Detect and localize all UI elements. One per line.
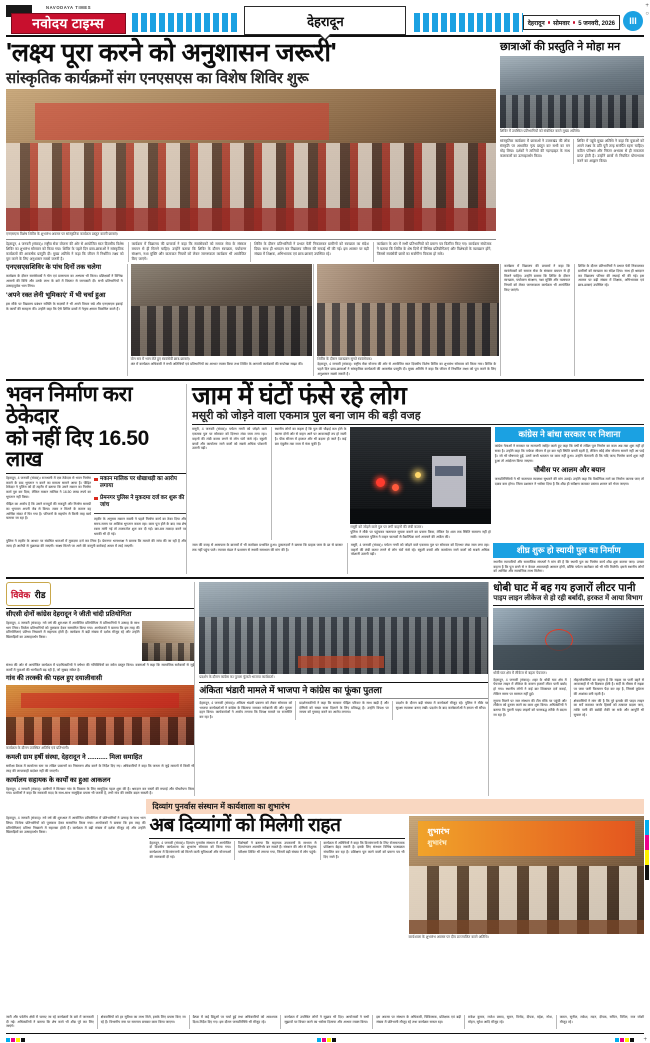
ankita-body-2: प्रदर्शनकारियों ने कहा कि सरकार पीड़ित परिवार के साथ खड़ी है और दोषियों को सख्त सजा दिलाने के लिए प्रतिबद्ध है। उन्होंने विपक्ष पर जनता को गुमराह करने का आरोप लगाया। bbox=[299, 700, 389, 715]
ankita-body-3: प्रदर्शन के दौरान बड़ी संख्या में कार्यकर्ता मौजूद रहे। पुलिस ने मौके पर सुरक्षा व्यवस्था बनाए रखी। प्रदर्शन के बाद कार्यकर्ताओं ने ज्ञापन भी सौंपा। bbox=[395, 700, 489, 710]
divyang-main bbox=[149, 816, 644, 940]
dateline-date: 5 जनवरी, 2026 bbox=[578, 20, 616, 27]
mid-left-headline-1: भवन निर्माण करा ठेकेदार bbox=[6, 383, 133, 428]
lead-body-6: शिविर में पहुंचे मुख्य अतिथि ने कहा कि युवाओं को अपने लक्ष्य के प्रति पूरी तरह समर्पित रहना चाहिए। कठिन परिश्रम और निरंतर अभ्यास से ही सफलता प्राप्त होती है। उन्होंने छात्रों से नियमित योगाभ्यास करने का आह्वान किया। bbox=[577, 138, 644, 163]
vichar-item5-head: कार्यालय सहायक के कार्यों का हुआ आकलन bbox=[6, 776, 111, 784]
footer-col-2: क्षेत्रवासियों को हर सुविधा का लाभ मिले, इसके लिए प्रयास किए जा रहे हैं। विभागीय स्तर पर समन्वय बनाकर काम किया जाएगा। bbox=[100, 1014, 186, 1024]
logo-text: नवोदय टाइम्स bbox=[32, 15, 105, 31]
lead-body-4: कार्यक्रम के अंत में सभी प्रतिभागियों को प्रमाण पत्र वितरित किए गए। कार्यक्रम संयोजक ने बताया कि शिविर के शेष दिनों में विभिन्न प्रतियोगिताएं और विशेषज्ञों के व्याख्यान होंगे, जिससे स्वयंसेवी छात्रों का सर्वांगीण विकास हो सके। bbox=[376, 242, 492, 257]
decorative-bars-right bbox=[414, 13, 522, 32]
lead-hero-photo bbox=[6, 89, 496, 231]
dhobi-headline: धोबी घाट में बह गय हजारों लीटर पानी bbox=[493, 581, 636, 594]
vichar-label-red: विवेक bbox=[11, 589, 31, 600]
city-name: देहरादून bbox=[307, 13, 344, 29]
side-box-body-1: कांग्रेस नेताओं ने सरकार पर नाराजगी जाहिर करते हुए कहा कि वर्षों से लंबित पुल निर्माण का काम अब तक शुरू नहीं हो सका है। उन्होंने कहा कि पर्यटक सीजन में हर बार यही स्थिति बनती रहती है, लेकिन कोई ठोस योजना सामने नहीं आ पाई है। जो भी घोषणाएं हुईं, उनमें कभी धरातल पर काम नहीं हुआ। उन्होंने चेतावनी दी कि यदि जल्द निर्माण कार्य शुरू नहीं हुआ तो आंदोलन किया जाएगा। bbox=[494, 444, 644, 463]
divyang-section bbox=[0, 796, 650, 940]
lead-subhead: सांस्कृतिक कार्यक्रमों संग एनएसएस का विशेष शिविर शुरू bbox=[6, 69, 309, 87]
vichar-item3-head: कमली ग्राम हर्षी संस्था, देहरादून ने ........... मिला समाहित bbox=[6, 754, 143, 762]
side-box-body-2: जनप्रतिनिधियों ने भी यातायात व्यवस्था सुधारने की मांग उठाई। उन्होंने कहा कि वैकल्पिक मार्ग का निर्माण कराया जाए तो दबाव कम होगा। जिला प्रशासन ने भरोसा दिया है कि शीघ्र ही सर्वेक्षण कराकर प्रस्ताव शासन को भेजा जाएगा। bbox=[494, 477, 644, 486]
lead-left-column bbox=[6, 39, 496, 262]
vichar-item1-head: सीएसी दोनों कांग्रेस देहरादून ने जीती चांदी प्रतियोगिता bbox=[6, 610, 132, 618]
vichar-label-black: रीड bbox=[34, 589, 46, 600]
lead-body-9: अंत में कार्यक्रम अधिकारी ने सभी अतिथियों एवं प्रतिभागियों का आभार व्यक्त किया तथा शिविर के आगामी कार्यक्रमों की रूपरेखा साझा की। bbox=[130, 362, 303, 367]
vichar-read-box[interactable] bbox=[6, 582, 51, 606]
decorative-bars-left bbox=[132, 13, 240, 32]
ankita-body-1: देहरादून, 4 जनवरी (संवाद)। अंकिता भंडारी प्रकरण को लेकर सोमवार को भाजपा कार्यकर्ताओं ने कांग्रेस के खिलाफ जमकर नारेबाजी की और पुतला दहन किया। कार्यकर्ताओं ने आरोप लगाया कि विपक्ष मामले पर राजनीति कर रहा है। bbox=[199, 700, 293, 720]
lower-center bbox=[194, 582, 488, 796]
divyang-left-filler: देहरादून, 4 जनवरी (संवाद)। नये वर्ष की शुरुआत में आयोजित प्रतियोगिता में प्रतिभागियों ने उत्साह के साथ भाग लिया। विजेता प्रतिभागियों को पुरस्कार देकर सम्मानित किया गया। आयोजकों ने बताया कि इस तरह की प्रतियोगिताएं प्रतिभा निखारने में सहायक होती हैं। कार्यक्रम में बड़ी संख्या में दर्शक मौजूद रहे और उन्होंने खिलाड़ियों का उत्साहवर्धन किया। bbox=[6, 816, 146, 835]
divyang-body-3: कार्यक्रम में अतिथियों ने कहा कि दिव्यांगजनों के लिए रोजगारपरक प्रशिक्षण बेहद जरूरी है। इसके लिए संस्थान विभिन्न पाठ्यक्रम संचालित कर रहा है। प्रशिक्षण पूरा करने वालों को प्रमाण पत्र भी दिए जाते हैं। bbox=[323, 840, 405, 859]
mid-left-body-3: पीड़ित का आरोप है कि उसने मजदूरों की मजदूरी और निर्माण सामग्री का भुगतान अपनी जेब से किया। रकम न मिलने के कारण वह आर्थिक संकट में घिर गया है। परिजनों के सहयोग से किसी तरह खर्च चलाया जा रहा है। bbox=[6, 502, 92, 521]
footer-col-3: बैठक में कई बिंदुओं पर चर्चा हुई तथा अधिकारियों को आवश्यक दिशा-निर्देश दिए गए। इस दौरान जनप्रतिनिधि भी मौजूद रहे। bbox=[192, 1014, 278, 1024]
registration-marks-icon: + ○ bbox=[645, 3, 649, 17]
dhobi-body-3: सूचना मिलने पर जल संस्थान की टीम मौके पर पहुंची और लीकेज को दुरुस्त करने का काम शुरू किया। अधिकारियों ने बताया कि पुरानी पाइप लाइनों को चरणबद्ध तरीके से बदला जा रहा है। bbox=[493, 698, 567, 717]
lead-col-narrow-1: कार्यक्रम में विद्यालय की प्राचार्या ने कहा कि स्वयंसेवकों को समाज सेवा के संस्कार बचपन से ही मिलने चाहिए। उन्होंने बताया कि शिविर के दौरान स्वच्छता, पर्यावरण संरक्षण, नशा मुक्ति और यातायात नियमों को लेकर जागरूकता कार्यक्रम भी आयोजित किए जाएंगे। bbox=[500, 264, 570, 376]
footer-text-row bbox=[6, 1015, 644, 1029]
dateline bbox=[523, 15, 620, 30]
divyang-body-2: विशेषज्ञों ने बताया कि सहायक उपकरणों के माध्यम से दिव्यांगजन आत्मनिर्भर बन सकते हैं। संस्थान की ओर से निशुल्क परीक्षण शिविर भी लगाया गया, जिसमें बड़ी संख्या में लोग पहुंचे। bbox=[238, 840, 317, 855]
divyang-kicker: दिव्यांग पुनर्वास संस्थान में कार्यशाला का शुभारंभ bbox=[146, 799, 644, 814]
logo-superscript: NAVODAYA TIMES bbox=[46, 5, 92, 10]
newspaper-logo[interactable] bbox=[6, 5, 128, 33]
traffic-photo-caption: मसूरी को जोड़ने वाले पुल पर लगी वाहनों की लंबी कतार। bbox=[350, 525, 423, 530]
dhobi-photo-caption: धोबी घाट क्षेत्र में लीकेज से बहता पेयजल। bbox=[493, 670, 547, 675]
side-box-title-3: शीघ्र शुरू हो स्थायी पुल का निर्माण bbox=[493, 543, 644, 558]
footer-col-5: इस अवसर पर संस्थान के अधिकारी, चिकित्सक, प्रशिक्षक एवं बड़ी संख्या में प्रतिभागी मौजूद रहे तथा कार्यक्रम सफल रहा। bbox=[376, 1014, 461, 1024]
dhobi-subhead: पाइप लाइन लीकेज से हो रही बर्बादी, हरकत में आया विभाग bbox=[493, 594, 643, 602]
lead-right-headline: छात्राओं की प्रस्तुति ने मोहा मन bbox=[500, 41, 621, 53]
dhobi-photo bbox=[493, 608, 644, 670]
bullet-item: प्रेमनगर पुलिस ने मुकदमा दर्ज कर शुरू की जांच bbox=[94, 495, 186, 510]
side-box-3 bbox=[493, 543, 644, 574]
lead-text-col-3 bbox=[250, 242, 369, 262]
mid-left-body-4: पुलिस ने तहरीर के आधार पर संबंधित धाराओं में मुकदमा दर्ज कर लिया है। प्रेमनगर थानाध्यक्ष ने बताया कि मामले की जांच की जा रही है और जल्द ही आरोपी से पूछताछ की जाएगी। साक्ष्य मिलने पर आगे की कानूनी कार्रवाई अमल में लाई जाएगी। bbox=[6, 539, 187, 548]
mid-left-bullets bbox=[94, 476, 186, 510]
lead-story bbox=[0, 37, 650, 262]
vichar-item2-head: गांव की तरक्की की पहल हुए दयालीवासी bbox=[6, 675, 103, 683]
lead-photo-mid-1: योग सत्र में भाग लेते हुए स्वयंसेवी छात्र-छात्राएं। अंत में कार्यक्रम अधिकारी ने सभी अतिथियों एवं प्रतिभागियों का आभार व्यक्त किया तथा शिविर के आगामी कार्यक्रमों की रूपरेखा साझा की। bbox=[127, 264, 310, 376]
dateline-day: सोमवार bbox=[553, 20, 570, 27]
divyang-headline: अब दिव्यांगों को मिलेगी राहत bbox=[149, 815, 341, 837]
lead-kicker-1: एनएसएसशिविर के पांच दिनों तक चलेगा bbox=[6, 264, 102, 272]
lead-right-column bbox=[496, 39, 644, 262]
lead-body-5: सांस्कृतिक कार्यक्रम में छात्राओं ने उत्तराखंड की लोक संस्कृति पर आधारित नृत्य प्रस्तुत कर सभी का मन मोह लिया। दर्शकों ने तालियों की गड़गड़ाहट के साथ कलाकारों का उत्साहवर्धन किया। bbox=[500, 138, 570, 158]
lead-body-2: कार्यक्रम में विद्यालय की प्राचार्या ने कहा कि स्वयंसेवकों को समाज सेवा के संस्कार बचपन से ही मिलने चाहिए। उन्होंने बताया कि शिविर के दौरान स्वच्छता, पर्यावरण संरक्षण, नशा मुक्ति और यातायात नियमों को लेकर जागरूकता कार्यक्रम भी आयोजित किए जाएंगे। bbox=[131, 242, 247, 262]
lead-text-col-4 bbox=[373, 242, 492, 262]
registration-mark-bottom-icon: + bbox=[643, 1037, 647, 1043]
mid-right-story: जाम में घंटों फंसे रहे लोग मसूरी को जोड़ने वाला एकमात्र पुल बना जाम की बड़ी वजह मसूरी, 4 जनवरी (संवाद)। पर्यटन नगरी को जोड़ने वाले एकमात्र पुल पर सोमवार को दिनभर लंबा जाम लगा रहा। वाहनों की लंबी कतार लगने से लोग घंटों फंसे रहे। स्कूली बच्चों और कार्यालय जाने वालों को सबसे अधिक परेशानी उठानी पड़ी। स्थानीय लोगों का कहना है कि पुल की चौड़ाई कम होने के कारण दोनों ओर से वाहन आने पर आवाजाही ठप हो जाती है। पीक सीजन में हालात और भी बदतर हो जाते हैं। कई बार एंबुलेंस तक जाम में फंस चुकी हैं। मसूरी को जोड़ने वाले पुल पर लगी वाहनों की लंबी कतार। पुलिस ने मौके पर पहुंचकर यातायात सुचारु कराने का प्रयास किया, लेकिन देर शाम तक स्थिति सामान्य नहीं हो सकी। यातायात पुलिस ने वाहन चालकों से वैकल्पिक मार्ग अपनाने की अपील की। कांग्रेस ने बांधा सरकार पर निशाना कांग्रेस नेताओं ने सरकार पर नाराजगी जाहिर करते हुए कहा कि वर्षों से लंबित पुल निर्माण का काम अब तक शुरू नहीं हो सका है। उन्होंने कहा कि पर्यटक सीजन में हर बार यही स्थिति बनती रहती है, लेकिन कोई ठोस योजना सामने नहीं आ पाई है। जो भी घोषणाएं हुईं, उनमें कभी धरातल पर काम नहीं हुआ। उन्होंने चेतावनी दी कि यदि जल्द निर्माण कार्य शुरू नहीं हुआ तो आंदोलन किया जाएगा। चौबीस पर आलम और बयान जनप्रतिनिधियों ने भी यातायात व्यवस्था सुधारने की मांग उठाई। उन्होंने कहा कि वैकल्पिक मार्ग का निर्माण कराया जाए तो दबाव कम होगा। जिला प्रशासन ने भरोसा दिया है कि शीघ्र ही सर्वेक्षण कराकर प्रस्ताव शासन को भेजा जाएगा। जाम की वजह से आसपास के बाजारों में भी कारोबार प्रभावित हुआ। दुकानदारों ने बताया कि ग्राहक जाम के डर से बाजार तक नहीं पहुंच पाते। व्यापार मंडल ने प्रशासन से स्थायी समाधान की मांग की है। मसूरी, 4 जनवरी (संवाद)। पर्यटन नगरी को जोड़ने वाले एकमात्र पुल पर सोमवार को दिनभर लंबा जाम लगा रहा। वाहनों की लंबी कतार लगने से लोग घंटों फंसे रहे। स्कूली बच्चों और कार्यालय जाने वालों को सबसे अधिक परेशानी उठानी पड़ी। शीघ्र शुरू हो स्थायी पुल का निर्माण स्थानीय व्यापारियों और सामाजिक संगठनों ने मांग की है कि स्थायी पुल का निर्माण कार्य शीघ्र शुरू कराया जाए। उनका कहना है कि पुल बनने से न केवल आवाजाही आसान होगी, बल्कि पर्यटन कारोबार को भी गति मिलेगी। इससे स्थानीय लोगों को आर्थिक और सामाजिक लाभ मिलेगा। bbox=[186, 384, 644, 574]
lead-headline: 'लक्ष्य पूरा करने को अनुशासन जरूरी' bbox=[6, 39, 337, 67]
dot-separator-icon bbox=[573, 21, 576, 24]
lead-body-7: कार्यक्रम के दौरान स्वयंसेवकों ने योग एवं प्राणायाम का अभ्यास भी किया। प्रशिक्षकों ने विभिन्न आसनों की विधि और उनके लाभ के बारे में विस्तार से जानकारी दी। सभी प्रतिभागियों ने उत्साहपूर्वक भाग लिया। bbox=[6, 274, 123, 288]
lead-body-8: इस मौके पर विद्यालय प्रबंधन समिति के सदस्यों ने भी अपने विचार रखे और एनएसएस इकाई के कार्यों की सराहना की। उन्होंने कहा कि ऐसे शिविर छात्रों में नेतृत्व क्षमता विकसित करते हैं। bbox=[6, 302, 123, 312]
dhobi-body-1: देहरादून, 4 जनवरी (संवाद)। शहर के धोबी घाट क्षेत्र में पेयजल लाइन में लीकेज के कारण हजारों लीटर पानी बर्बाद हो गया। स्थानीय लोगों ने कई बार शिकायत दर्ज कराई, लेकिन समय पर मरम्मत नहीं हुई। bbox=[493, 677, 567, 696]
side-boxes-column bbox=[495, 427, 644, 539]
footer-col-1: जारी और पर्वतीय क्षेत्रों में चलाए जा रहे कार्यक्रमों के बारे में जानकारी दी गई। अधिकारियों ने बताया कि शेष कार्य भी शीघ्र पूरे कर लिए जाएंगे। bbox=[6, 1014, 94, 1029]
mid-right-body-1: मसूरी, 4 जनवरी (संवाद)। पर्यटन नगरी को जोड़ने वाले एकमात्र पुल पर सोमवार को दिनभर लंबा जाम लगा रहा। वाहनों की लंबी कतार लगने से लोग घंटों फंसे रहे। स्कूली बच्चों और कार्यालय जाने वालों को सबसे अधिक परेशानी उठानी पड़ी। bbox=[192, 427, 267, 451]
ankita-headline: अंकिता भंडारी मामले में भाजपा ने कांग्रेस का फूंका पुतला bbox=[199, 684, 382, 695]
color-calibration-strip bbox=[645, 820, 649, 880]
footer-col-7: कमल, सुनील, राकेश, मदन, दीपक, सचिन, विपिन, राज जोशी मौजूद रहे। bbox=[559, 1014, 644, 1024]
mid-left-body-2: तहरीर के अनुसार मकान स्वामी ने पहले निर्माण कार्य का ठेका दिया और समय-समय पर आंशिक भुगतान करता रहा। काम पूरा होने के बाद जब शेष रकम मांगी गई तो टालमटोल शुरू कर दी गई। बार-बार तकादा करने पर धमकी भी दी गई। bbox=[94, 517, 187, 536]
dhobi-body-2: मोहल्लेवासियों का कहना है कि सड़क पर पानी बहने से आवाजाही में भी दिक्कत होती है। सर्दी के मौसम में सड़क पर जमा पानी फिसलन पैदा कर रहा है, जिससे दुर्घटना की आशंका बनी रहती है। bbox=[573, 677, 645, 696]
side-box-title-1: कांग्रेस ने बांधा सरकार पर निशाना bbox=[495, 427, 644, 442]
vichar-rail: विवेक रीड सीएसी दोनों कांग्रेस देहरादून ने जीती चांदी प्रतियोगिता देहरादून, 4 जनवरी (संवाद)। नये वर्ष की शुरुआत में आयोजित प्रतियोगिता में प्रतिभागियों ने उत्साह के साथ भाग लिया। विजेता प्रतिभागियों को पुरस्कार देकर सम्मानित किया गया। आयोजकों ने बताया कि इस तरह की प्रतियोगिताएं प्रतिभा निखारने में सहायक होती हैं। कार्यक्रम में बड़ी संख्या में दर्शक मौजूद रहे और उन्होंने खिलाड़ियों का उत्साहवर्धन किया। संस्था की ओर से आयोजित कार्यक्रम में पदाधिकारियों ने वर्षभर की गतिविधियों का ब्योरा प्रस्तुत किया। वक्ताओं ने कहा कि सामाजिक सरोकारों से जुड़े कार्यों में युवाओं की भागीदारी बढ़ रही है, जो सुखद संकेत है। गांव की तरक्की की पहल हुए दयालीवासी कार्यक्रम के दौरान उपस्थित अतिथि एवं प्रतिभागी। कमली ग्राम हर्षी संस्था, देहरादून ने ........... मिला समाहित समीक्षा बैठक में कार्यालय स्तर पर लंबित प्रकरणों का निस्तारण शीघ्र करने के निर्देश दिए गए। अधिकारियों ने कहा कि जनता से जुड़े मामलों में किसी भी तरह की लापरवाही बर्दाश्त नहीं की जाएगी। कार्यालय सहायक के कार्यों का हुआ आकलन देहरादून, 4 जनवरी (संवाद)। ग्रामीणों ने मिलकर गांव के विकास के लिए सामूहिक पहल शुरू की है। श्रमदान कर रास्तों की सफाई और पौधरोपण किया गया। ग्रामीणों ने कहा कि सरकारी मदद के साथ-साथ सामूहिक प्रयास भी जरूरी है, तभी गांव की तस्वीर बदल सकती है। bbox=[6, 582, 194, 796]
masthead bbox=[0, 0, 650, 34]
mid-right-headline: जाम में घंटों फंसे रहे लोग bbox=[192, 382, 407, 411]
mid-section bbox=[0, 381, 650, 574]
logo-plate bbox=[11, 13, 126, 34]
cmyk-bar-center bbox=[317, 1038, 336, 1042]
mid-left-headline-2: को नहीं दिए 16.50 लाख bbox=[6, 426, 149, 472]
lead-kicker-2: 'अपने रक्त लेनी भूमिकाएं' में भी चर्चा हुआ bbox=[6, 292, 106, 300]
mid-left-story bbox=[6, 384, 186, 574]
mid-right-body-3: जाम की वजह से आसपास के बाजारों में भी कारोबार प्रभावित हुआ। दुकानदारों ने बताया कि ग्राहक जाम के डर से बाजार तक नहीं पहुंच पाते। व्यापार मंडल ने प्रशासन से स्थायी समाधान की मांग की है। bbox=[192, 542, 343, 552]
dhobi-ghat-story bbox=[488, 582, 644, 796]
lead-body-1: देहरादून, 4 जनवरी (संवाद)। राष्ट्रीय सेवा योजना की ओर से आयोजित सात दिवसीय विशेष शिविर का शुभारंभ सोमवार को किया गया। शिविर के पहले दिन छात्र-छात्राओं ने सांस्कृतिक कार्यक्रमों की आकर्षक प्रस्तुति दी। मुख्य अतिथि ने कहा कि जीवन में निर्धारित लक्ष्य को पूरा करने के लिए अनुशासन सबसे जरूरी है। bbox=[6, 242, 124, 262]
footer-col-4: कार्यक्रम में उपस्थित लोगों ने सुझाव भी दिए। आयोजकों ने सभी सुझावों पर विचार करने का भरोसा दिलाया और आभार व्यक्त किया। bbox=[284, 1014, 370, 1024]
lead-hero-caption: एनएसएस विशेष शिविर के शुभारंभ अवसर पर सांस्कृतिक कार्यक्रम प्रस्तुत करतीं छात्राएं। bbox=[6, 232, 119, 237]
side-box-body-3: स्थानीय व्यापारियों और सामाजिक संगठनों ने मांग की है कि स्थायी पुल का निर्माण कार्य शीघ्र शुरू कराया जाए। उनका कहना है कि पुल बनने से न केवल आवाजाही आसान होगी, बल्कि पर्यटन कारोबार को भी गति मिलेगी। इससे स्थानीय लोगों को आर्थिक और सामाजिक लाभ मिलेगा। bbox=[493, 559, 644, 574]
lead-body-3: शिविर के दौरान प्रतिभागियों ने प्रभात फेरी निकालकर ग्रामीणों को स्वच्छता का संदेश दिया। साथ ही श्रमदान कर विद्यालय परिसर की सफाई भी की गई। इस अवसर पर बड़ी संख्या में शिक्षक, अभिभावक एवं छात्र-छात्राएं उपस्थित रहे। bbox=[254, 242, 369, 257]
dateline-place: देहरादून bbox=[527, 20, 545, 27]
traffic-jam-photo bbox=[350, 427, 490, 524]
vichar-photo-2 bbox=[6, 685, 194, 745]
traffic-photo-wrap bbox=[350, 427, 490, 539]
lead-right-caption: शिविर में उपस्थित प्रतिभागियों को संबोधित करते मुख्य अतिथि। bbox=[500, 128, 581, 133]
lower-section bbox=[0, 579, 650, 796]
divyang-banner-text-1: शुभारंभ bbox=[427, 826, 450, 836]
side-box-title-2: चौबीस पर आलम और बयान bbox=[533, 467, 606, 475]
lead-text-col-2 bbox=[128, 242, 247, 262]
divyang-body-1: देहरादून, 4 जनवरी (संवाद)। दिव्यांग पुनर्वास संस्थान में आयोजित दो दिवसीय कार्यशाला का शुभारंभ सोमवार को किया गया। कार्यशाला में दिव्यांगजनों को मिलने वाली सुविधाओं और योजनाओं की जानकारी दी गई। bbox=[149, 840, 232, 859]
lead-text-col-1 bbox=[6, 242, 124, 262]
footer-rule bbox=[6, 1033, 644, 1034]
vichar-item2-body: देहरादून, 4 जनवरी (संवाद)। ग्रामीणों ने मिलकर गांव के विकास के लिए सामूहिक पहल शुरू की है। श्रमदान कर रास्तों की सफाई और पौधरोपण किया गया। ग्रामीणों ने कहा कि सरकारी मदद के साथ-साथ सामूहिक प्रयास भी जरूरी है, तभी गांव की तस्वीर बदल सकती है। bbox=[6, 786, 195, 796]
vichar-item1-body: देहरादून, 4 जनवरी (संवाद)। नये वर्ष की शुरुआत में आयोजित प्रतियोगिता में प्रतिभागियों ने उत्साह के साथ भाग लिया। विजेता प्रतिभागियों को पुरस्कार देकर सम्मानित किया गया। आयोजकों ने बताया कि इस तरह की प्रतियोगिताएं प्रतिभा निखारने में सहायक होती हैं। कार्यक्रम में बड़ी संख्या में दर्शक मौजूद रहे और उन्होंने खिलाड़ियों का उत्साहवर्धन किया। bbox=[6, 620, 140, 640]
mid-right-subhead: मसूरी को जोड़ने वाला एकमात्र पुल बना जाम की बड़ी वजह bbox=[192, 410, 421, 423]
dot-separator-icon bbox=[548, 21, 551, 24]
cmyk-bar-left bbox=[6, 1038, 25, 1042]
lead-second-band bbox=[0, 262, 650, 376]
divyang-photo bbox=[409, 816, 644, 934]
bullet-item: मकान मालिक पर धोखाधड़ी का आरोप लगाया bbox=[94, 476, 186, 491]
mid-right-body-4: पुलिस ने मौके पर पहुंचकर यातायात सुचारु कराने का प्रयास किया, लेकिन देर शाम तक स्थिति सामान्य नहीं हो सकी। यातायात पुलिस ने वाहन चालकों से वैकल्पिक मार्ग अपनाने की अपील की। bbox=[350, 530, 491, 540]
divyang-photo-caption: कार्यशाला के शुभारंभ अवसर पर दीप प्रज्ज्वलित करते अतिथि। bbox=[408, 935, 489, 940]
ankita-photo-caption: प्रदर्शन के दौरान कांग्रेस का पुतला फूंकते भाजपा कार्यकर्ता। bbox=[199, 674, 275, 679]
edition-badge: III bbox=[623, 11, 643, 31]
lead-col-narrow-2: शिविर के दौरान प्रतिभागियों ने प्रभात फेरी निकालकर ग्रामीणों को स्वच्छता का संदेश दिया। साथ ही श्रमदान कर विद्यालय परिसर की सफाई भी की गई। इस अवसर पर बड़ी संख्या में शिक्षक, अभिभावक एवं छात्र-छात्राएं उपस्थित रहे। bbox=[574, 264, 644, 376]
ankita-photo bbox=[199, 582, 488, 674]
dhobi-body-4: क्षेत्रवासियों ने मांग की है कि पूरे इलाके की पाइप लाइन का सर्वे कराकर जर्जर हिस्सों को तत्काल बदला जाए, ताकि पानी की बर्बादी रोकी जा सके और आपूर्ति भी सुचारु रहे। bbox=[573, 698, 645, 717]
lead-right-photo bbox=[500, 56, 644, 128]
vichar-photo-1 bbox=[142, 621, 194, 661]
lead-photo-mid-2: शिविर के दौरान व्याख्यान सुनते स्वयंसेवक। देहरादून, 4 जनवरी (संवाद)। राष्ट्रीय सेवा योजना की ओर से आयोजित सात दिवसीय विशेष शिविर का शुभारंभ सोमवार को किया गया। शिविर के पहले दिन छात्र-छात्राओं ने सांस्कृतिक कार्यक्रमों की आकर्षक प्रस्तुति दी। मुख्य अतिथि ने कहा कि जीवन में निर्धारित लक्ष्य को पूरा करने के लिए अनुशासन सबसे जरूरी है। bbox=[313, 264, 496, 376]
cmyk-bar-right bbox=[615, 1038, 634, 1042]
city-plate bbox=[244, 6, 406, 35]
mid-right-body-2: स्थानीय लोगों का कहना है कि पुल की चौड़ाई कम होने के कारण दोनों ओर से वाहन आने पर आवाजाही ठप हो जाती है। पीक सीजन में हालात और भी बदतर हो जाते हैं। कई बार एंबुलेंस तक जाम में फंस चुकी हैं। bbox=[274, 427, 347, 446]
footer-col-6: राकेश कुमार, राजेश प्रसाद, सुमन, विनोद, दीपक, महेश, नरेश, मोहन, सुरेश आदि मौजूद रहे। bbox=[467, 1014, 553, 1024]
divyang-banner-text-2: शुभारंभ bbox=[427, 839, 447, 847]
mid-left-body-1: देहरादून, 4 जनवरी (संवाद)। राजधानी में एक ठेकेदार से भवन निर्माण कराने के बाद भुगतान न करने का मामला सामने आया है। पीड़ित ठेकेदार ने पुलिस को दी तहरीर में बताया कि उसने मकान का निर्माण कार्य पूरा कर दिया, लेकिन मकान मालिक ने 16.50 लाख रुपये का भुगतान नहीं किया। bbox=[6, 475, 92, 499]
